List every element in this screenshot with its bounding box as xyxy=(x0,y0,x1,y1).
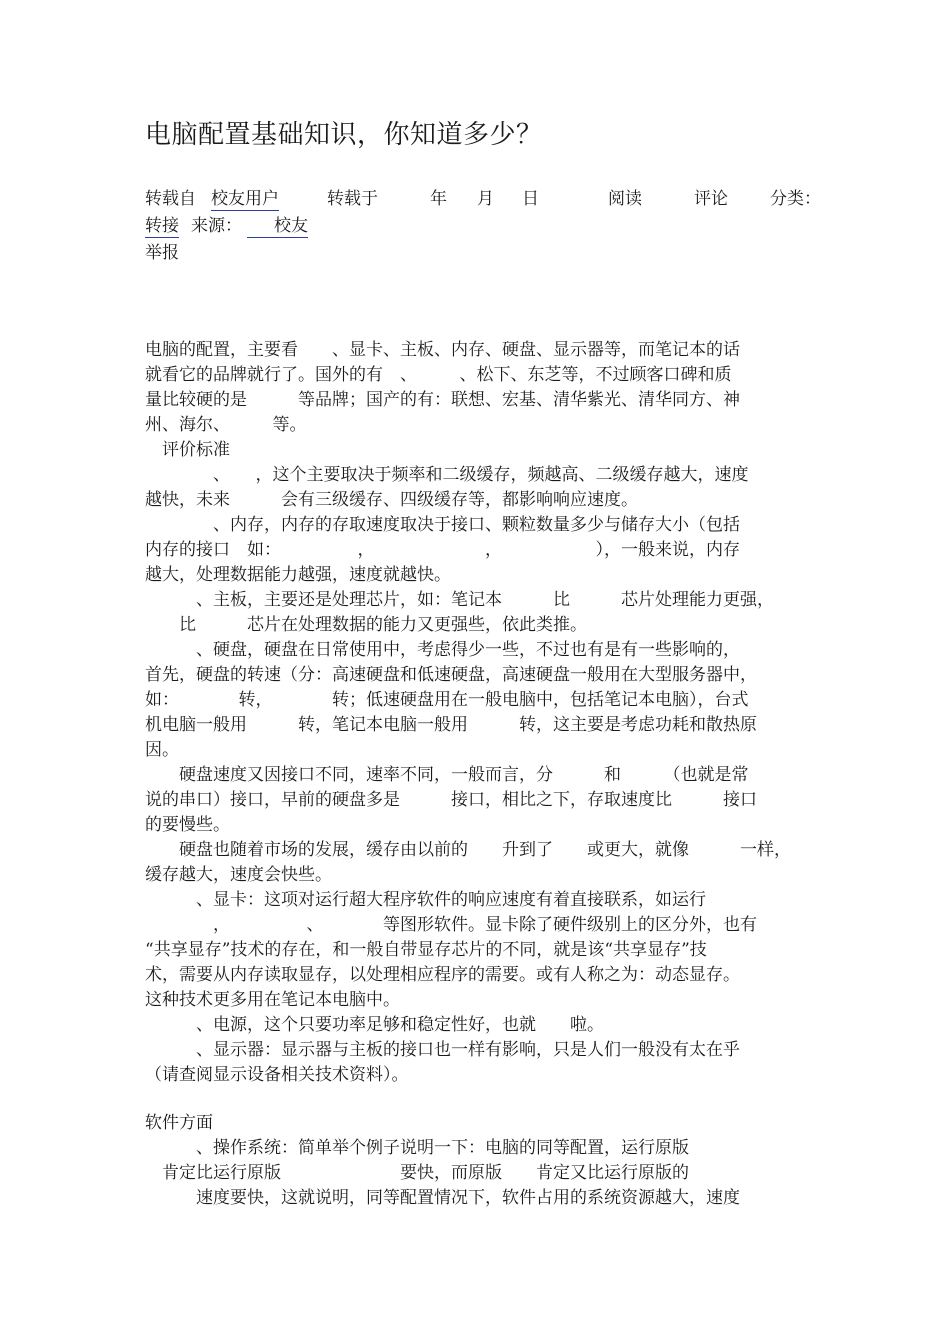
body-line: 说的串口）接口，早前的硬盘多是 接口，相比之下，存取速度比 接口 xyxy=(145,790,757,810)
body-line: “共享显存”技术的存在，和一般自带显存芯片的不同，就是该“共享显存”技 xyxy=(145,940,707,960)
body-line: 肯定比运行原版 要快，而原版 肯定又比运行原版的 xyxy=(145,1163,689,1183)
body-line: 、内存，内存的存取速度取决于接口、颗粒数量多少与储存大小（包括 xyxy=(145,515,740,535)
section-heading: 软件方面 xyxy=(145,1113,213,1133)
body-line: ， 、 等图形软件。显卡除了硬件级别上的区分外，也有 xyxy=(145,915,757,935)
body-line: 越快，未来 会有三级缓存、四级缓存等，都影响响应速度。 xyxy=(145,490,638,510)
source-value-link[interactable]: 校友 xyxy=(247,211,308,238)
body-line: 这种技术更多用在笔记本电脑中。 xyxy=(145,990,400,1010)
reprint-at-label: 转载于 xyxy=(327,189,378,209)
page-title: 电脑配置基础知识，你知道多少？ xyxy=(145,120,543,150)
body-line: 因。 xyxy=(145,740,179,760)
comment-link[interactable]: 评论 xyxy=(694,189,728,209)
body-line: 州、海尔、 等。 xyxy=(145,415,307,435)
body-line: 、显卡：这项对运行超大程序软件的响应速度有着直接联系，如运行 xyxy=(145,890,706,910)
body-line: 硬盘速度又因接口不同，速率不同，一般而言，分 和 （也就是常 xyxy=(145,765,749,785)
body-line: 、硬盘，硬盘在日常使用中，考虑得少一些，不过也有是有一些影响的， xyxy=(145,640,740,660)
body-line: 速度要快，这就说明，同等配置情况下，软件占用的系统资源越大，速度 xyxy=(145,1188,740,1208)
body-line: 越大，处理数据能力越强，速度就越快。 xyxy=(145,565,451,585)
body-line: （请查阅显示设备相关技术资料）。 xyxy=(145,1065,409,1085)
report-link[interactable]: 举报 xyxy=(145,243,179,263)
day-label: 日 xyxy=(522,189,539,209)
body-line: 机电脑一般用 转，笔记本电脑一般用 转，这主要是考虑功耗和散热原 xyxy=(145,715,757,735)
year-label: 年 xyxy=(430,189,447,209)
body-line: 电脑的配置，主要看 、显卡、主板、内存、硬盘、显示器等，而笔记本的话 xyxy=(145,340,740,360)
body-line: 的要慢些。 xyxy=(145,815,230,835)
body-line: 术，需要从内存读取显存，以处理相应程序的需要。或有人称之为：动态显存。 xyxy=(145,965,740,985)
body-line: 硬盘也随着市场的发展，缓存由以前的 升到了 或更大，就像 一样， xyxy=(145,840,791,860)
body-line: 、电源，这个只要功率足够和稳定性好，也就 啦。 xyxy=(145,1015,604,1035)
category-value-link[interactable]: 转接 xyxy=(145,211,179,238)
body-line: 比 芯片在处理数据的能力又更强些，依此类推。 xyxy=(145,615,587,635)
source-label: 来源： xyxy=(191,216,242,236)
body-line: 如： 转， 转；低速硬盘用在一般电脑中，包括笔记本电脑），台式 xyxy=(145,690,749,710)
month-label: 月 xyxy=(477,189,494,209)
body-line: 、显示器：显示器与主板的接口也一样有影响，只是人们一般没有太在乎 xyxy=(145,1040,740,1060)
read-count-label: 阅读 xyxy=(608,189,642,209)
body-line: 、主板，主要还是处理芯片，如：笔记本 比 芯片处理能力更强， xyxy=(145,590,774,610)
reprint-from-label: 转载自 xyxy=(145,189,196,209)
body-line: 首先，硬盘的转速（分：高速硬盘和低速硬盘，高速硬盘一般用在大型服务器中， xyxy=(145,665,757,685)
body-line: 、操作系统：简单举个例子说明一下：电脑的同等配置，运行原版 xyxy=(145,1138,689,1158)
body-line: 就看它的品牌就行了。国外的有 、 、松下、东芝等，不过顾客口碑和质 xyxy=(145,365,732,385)
body-line: 内存的接口 如： ， ， ），一般来说，内存 xyxy=(145,540,740,560)
section-heading: 评价标准 xyxy=(145,440,230,460)
reprint-from-user-link[interactable]: 校友用户 xyxy=(211,184,279,211)
body-line: 量比较硬的是 等品牌；国产的有：联想、宏基、清华紫光、清华同方、神 xyxy=(145,390,740,410)
category-label: 分类： xyxy=(770,189,821,209)
body-line: 、 ，这个主要取决于频率和二级缓存，频越高、二级缓存越大，速度 xyxy=(145,465,749,485)
body-line: 缓存越大，速度会快些。 xyxy=(145,865,332,885)
